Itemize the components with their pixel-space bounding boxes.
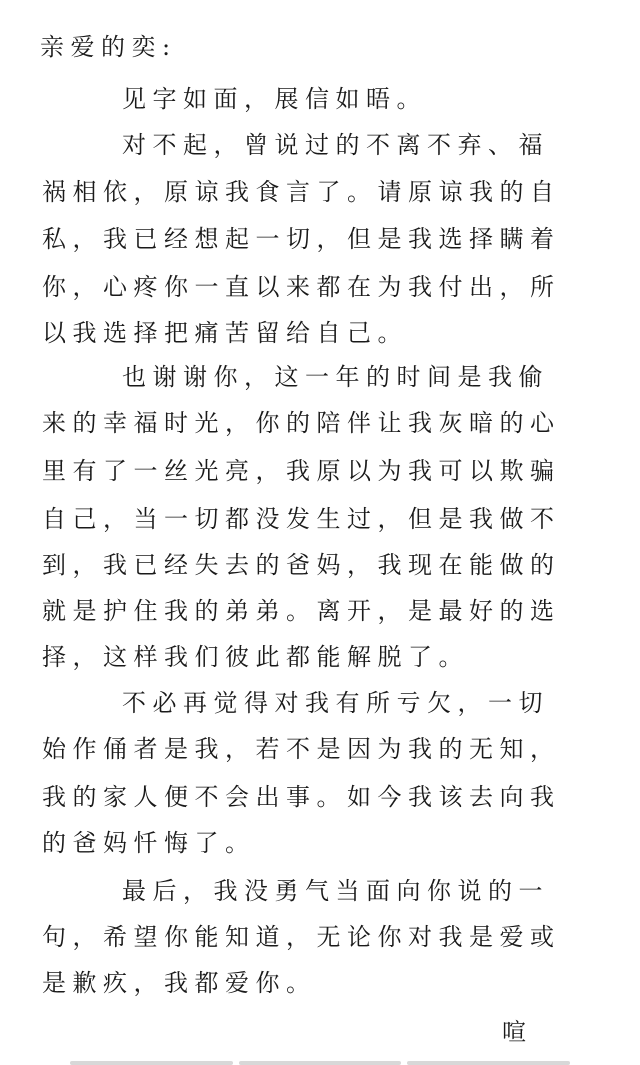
- letter-line: 私，我已经想起一切，但是我选择瞒着: [42, 225, 561, 253]
- letter-line: 句，希望你能知道，无论你对我是爱或: [42, 923, 561, 951]
- signature: 喧: [502, 1018, 533, 1046]
- letter-line: 自己，当一切都没发生过，但是我做不: [42, 505, 561, 533]
- letter-line: 最后，我没勇气当面向你说的一: [122, 877, 549, 905]
- letter-line: 是歉疚，我都爱你。: [42, 969, 317, 997]
- letter-line: 以我选择把痛苦留给自己。: [42, 319, 408, 347]
- page-indicator-segment: [239, 1061, 402, 1065]
- letter-line: 择，这样我们彼此都能解脱了。: [42, 643, 469, 671]
- salutation: 亲爱的奕:: [40, 33, 177, 61]
- letter-line: 就是护住我的弟弟。离开，是最好的选: [42, 597, 561, 625]
- letter-line: 里有了一丝光亮，我原以为我可以欺骗: [42, 457, 561, 485]
- letter-line: 到，我已经失去的爸妈，我现在能做的: [42, 551, 561, 579]
- page-indicator-segment: [407, 1061, 570, 1065]
- letter-line: 始作俑者是我，若不是因为我的无知，: [42, 735, 561, 763]
- letter-line: 你，心疼你一直以来都在为我付出，所: [42, 273, 561, 301]
- letter-line: 见字如面，展信如晤。: [122, 85, 427, 113]
- letter-line: 不必再觉得对我有所亏欠，一切: [122, 689, 549, 717]
- letter-line: 我的家人便不会出事。如今我该去向我: [42, 783, 561, 811]
- letter-line: 对不起，曾说过的不离不弃、福: [122, 131, 549, 159]
- letter-line: 祸相依，原谅我食言了。请原谅我的自: [42, 178, 561, 206]
- page-indicator-segment: [70, 1061, 233, 1065]
- page-indicator-bar: [70, 1061, 570, 1065]
- letter-line: 的爸妈忏悔了。: [42, 829, 256, 857]
- letter-line: 来的幸福时光，你的陪伴让我灰暗的心: [42, 409, 561, 437]
- letter-line: 也谢谢你，这一年的时间是我偷: [122, 363, 549, 391]
